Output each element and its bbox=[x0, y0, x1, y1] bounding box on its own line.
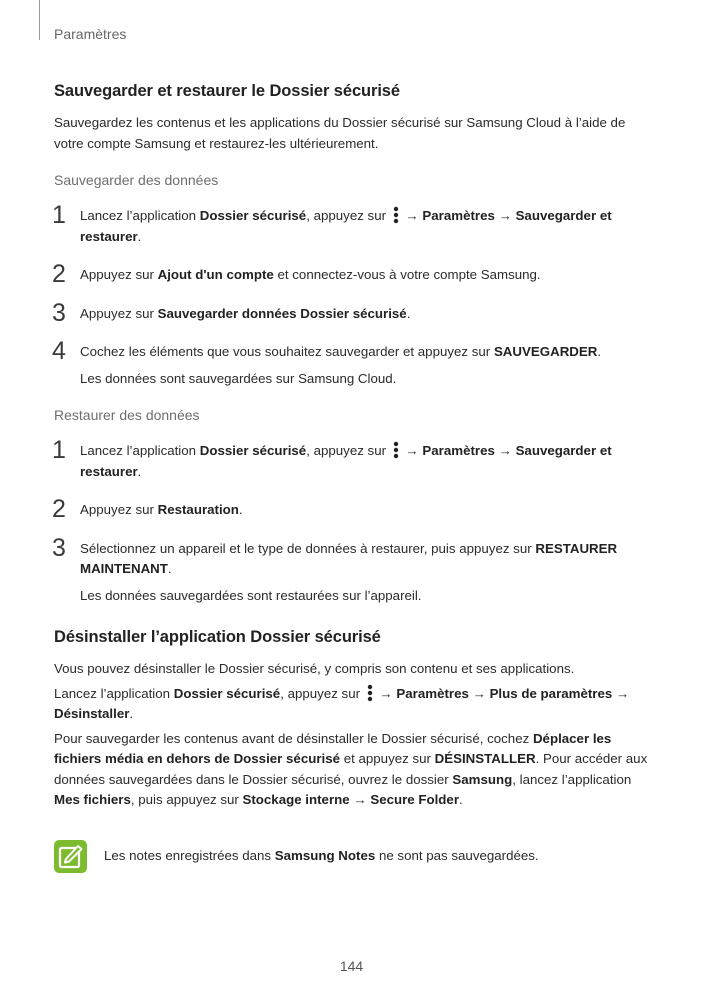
uninstall-path: Lancez l’application Dossier sécurisé, appuyez sur → Paramètres → Plus de paramètres → Désinstaller. bbox=[54, 685, 630, 721]
subheading-backup: Sauvegarder des données bbox=[54, 172, 219, 188]
backup-step-4: 4 Cochez les éléments que vous souhaitez sauvegarder et appuyez sur SAUVEGARDER. bbox=[52, 337, 602, 365]
step-number: 4 bbox=[52, 337, 66, 365]
section-title-backup: Sauvegarder et restaurer le Dossier sécurisé bbox=[54, 82, 400, 100]
main-content bbox=[54, 82, 648, 811]
step-number: 3 bbox=[52, 533, 66, 562]
step-number: 3 bbox=[52, 298, 66, 327]
step-number: 2 bbox=[52, 260, 66, 288]
uninstall-intro: Vous pouvez désinstaller le Dossier sécurisé, y compris son contenu et ses applications. bbox=[54, 661, 575, 676]
step-result-text: Les données sauvegardées sont restaurées sur l’appareil. bbox=[80, 587, 422, 603]
backup-step-1: 1 Lancez l’application Dossier sécurisé, appuyez sur → Paramètres → Sauvegarder et restaurer. bbox=[52, 201, 612, 244]
section-intro: Sauvegardez les contenus et les applications du Dossier sécurisé sur Samsung Cloud à l’aide de votre compte Samsung et restaurez-les ultérieurement. bbox=[54, 115, 626, 151]
step-number: 1 bbox=[52, 201, 66, 229]
more-options-icon bbox=[367, 684, 373, 702]
corner-rule bbox=[39, 0, 40, 40]
note-icon bbox=[54, 840, 87, 873]
restore-step-2: 2 Appuyez sur Restauration. bbox=[52, 495, 243, 523]
page-number: 144 bbox=[339, 958, 364, 974]
backup-step-3: 3 Appuyez sur Sauvegarder données Dossier sécurisé. bbox=[52, 298, 411, 327]
step-result-text: Les données sont sauvegardées sur Samsung Cloud. bbox=[80, 370, 397, 386]
backup-step-2: 2 Appuyez sur Ajout d'un compte et connectez-vous à votre compte Samsung. bbox=[52, 260, 541, 288]
more-options-icon bbox=[393, 206, 399, 224]
more-options-icon bbox=[393, 441, 399, 459]
step-number: 2 bbox=[52, 495, 66, 523]
subheading-restore: Restaurer des données bbox=[54, 407, 200, 423]
running-header: Paramètres bbox=[54, 26, 127, 42]
restore-step-3: 3 Sélectionnez un appareil et le type de données à restaurer, puis appuyez sur RESTAURER MAINTENANT. bbox=[52, 533, 618, 576]
restore-step-1: 1 Lancez l’application Dossier sécurisé, appuyez sur → Paramètres → Sauvegarder et restaurer. bbox=[52, 436, 612, 479]
section-title-uninstall: Désinstaller l’application Dossier sécurisé bbox=[54, 628, 381, 646]
note-text: Les notes enregistrées dans Samsung Notes ne sont pas sauvegardées. bbox=[104, 848, 539, 863]
step-number: 1 bbox=[52, 436, 66, 464]
uninstall-backup-info: Pour sauvegarder les contenus avant de désinstaller le Dossier sécurisé, cochez Déplacer les fichiers média en dehors de Dossier sécurisé et appuyez sur DÉSINSTALLER. Pour accéder aux données sauvegardées dans le Dossier sécurisé, ouvrez le dossier Samsung, lancez l’application Mes fichiers, puis appuyez sur Stockage interne → Secure Folder. bbox=[54, 730, 648, 807]
